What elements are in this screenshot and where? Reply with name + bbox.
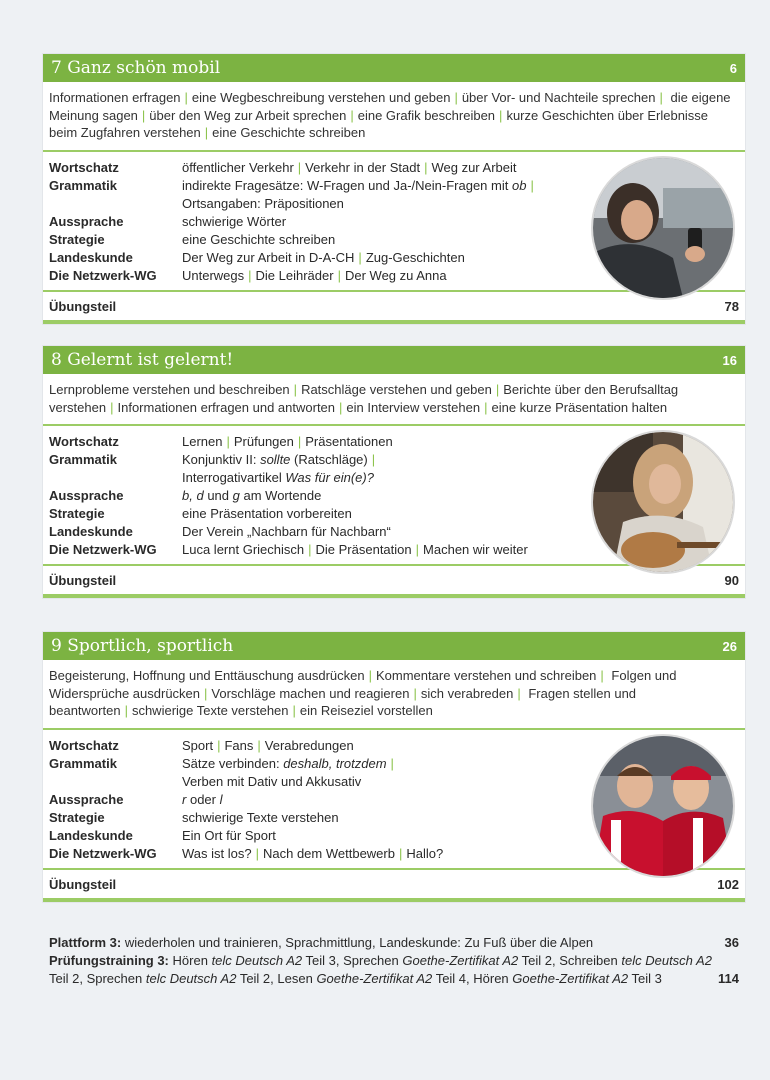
unit-8-details: Wortschatz Lernen | Prüfungen | Präsentationen Grammatik Konjunktiv II: sollte (Ratschläge) | Interrogativartikel Was für ein(e)? Aussprache b, d und g am Wortende Strategie eine Präsentation vorbereiten Landeskunde Der Verein „Nachbarn für Nachbarn“ Die Netzwerk-WG Luca lernt Griechisch | Die Präsentation | Machen wir weiter	[43, 426, 745, 564]
unit-9-title: 9 Sportlich, sportlich	[51, 636, 234, 656]
unit-8-photo-guitar	[591, 430, 735, 574]
unit-9-page-number: 26	[722, 638, 737, 654]
unit-7-header	[43, 54, 745, 82]
unit-8-page-number: 16	[722, 352, 737, 368]
plattform-pruefung-section	[43, 934, 745, 988]
unit-8-uebungsteil: Übungsteil 90	[43, 564, 745, 598]
unit-9-section	[43, 632, 745, 902]
unit-7-section	[43, 54, 745, 324]
unit-7-uebungsteil: Übungsteil 78	[43, 290, 745, 324]
unit-8-section	[43, 346, 745, 598]
unit-7-photo-car	[591, 156, 735, 300]
unit-7-topics: Informationen erfragen | eine Wegbeschreibung verstehen und geben | über Vor- und Nachteile sprechen | die eigene Meinung sagen | über den Weg zur Arbeit sprechen | eine Grafik beschreiben | kurze Geschichten über Erlebnisse beim Zugfahren verstehen | eine Geschichte schreiben	[43, 82, 745, 152]
pruefungstraining-3-line-2: Teil 2, Sprechen telc Deutsch A2 Teil 2, Lesen Goethe-Zertifikat A2 Teil 4, Hören Goethe-Zertifikat A2 Teil 3 114	[49, 971, 739, 986]
pruefungstraining-3-line-1: Prüfungstraining 3: Hören telc Deutsch A2 Teil 3, Sprechen Goethe-Zertifikat A2 Teil 2, Schreiben telc Deutsch A2	[49, 953, 712, 968]
unit-9-details: Wortschatz Sport | Fans | Verabredungen Grammatik Sätze verbinden: deshalb, trotzdem | Verben mit Dativ und Akkusativ Aussprache r oder l Strategie schwierige Texte verstehen Landeskunde Ein Ort für Sport Die Netzwerk-WG Was ist los? | Nach dem Wettbewerb | Hallo?	[43, 730, 745, 868]
unit-7-title: 7 Ganz schön mobil	[51, 58, 221, 78]
unit-9-uebungsteil: Übungsteil 102	[43, 868, 745, 902]
unit-9-header	[43, 632, 745, 660]
unit-9-topics: Begeisterung, Hoffnung und Enttäuschung ausdrücken | Kommentare verstehen und schreiben | Folgen und Widersprüche ausdrücken | Vorschläge machen und reagieren | sich verabreden | Fragen stellen und beantworten | schwierige Texte verstehen | ein Reiseziel vorstellen	[43, 660, 745, 730]
unit-7-details: Wortschatz öffentlicher Verkehr | Verkehr in der Stadt | Weg zur Arbeit Grammatik indirekte Fragesätze: W-Fragen und Ja-/Nein-Fragen mit ob | Ortsangaben: Präpositionen Aussprache schwierige Wörter Strategie eine Geschichte schreiben Landeskunde Der Weg zur Arbeit in D-A-CH | Zug-Geschichten Die Netzwerk-WG Unterwegs | Die Leihräder | Der Weg zu Anna	[43, 152, 745, 290]
plattform-3-line: Plattform 3: wiederholen und trainieren, Sprachmittlung, Landeskunde: Zu Fuß über die Alpen 36	[49, 935, 739, 950]
unit-8-header	[43, 346, 745, 374]
unit-8-title: 8 Gelernt ist gelernt!	[51, 350, 234, 370]
unit-7-page-number: 6	[729, 60, 737, 76]
unit-9-photo-fans	[591, 734, 735, 878]
unit-8-topics: Lernprobleme verstehen und beschreiben | Ratschläge verstehen und geben | Berichte über den Berufsalltag verstehen | Informationen erfragen und antworten | ein Interview verstehen | eine kurze Präsentation halten	[43, 374, 745, 426]
